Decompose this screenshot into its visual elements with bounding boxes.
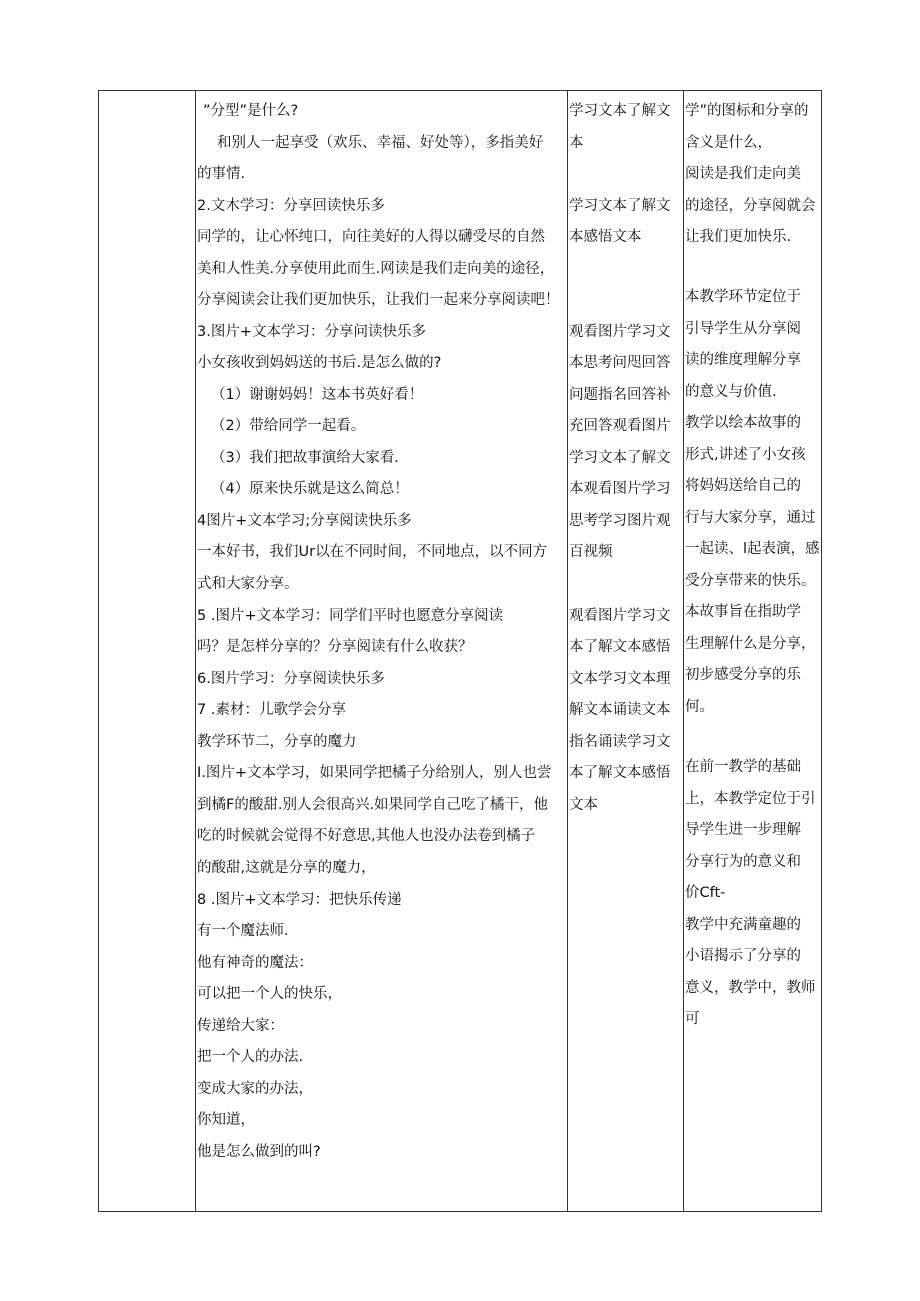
text-line: 本了解文本感悟	[569, 639, 671, 655]
text-line: 上，本教学定位于引	[685, 791, 816, 807]
text-line: 意义，教学中，教师	[685, 980, 816, 996]
text-line: 可	[685, 1011, 700, 1027]
text-line: 含义是什么，	[685, 135, 772, 151]
text-line: 让我们更加快乐.	[685, 229, 792, 245]
text-line: 把一个人的办法.	[197, 1049, 304, 1065]
text-line: 在前一教学的基础	[685, 759, 801, 775]
text-line: 初步感受分享的乐	[685, 667, 801, 683]
text-line: 同学的，让心怀纯口，向往美好的人得以礴受尽的自然	[197, 229, 545, 245]
text-line: 2.文木学习：分享回读快乐多	[197, 198, 385, 214]
text-line: 解文本诵读文本	[569, 702, 671, 718]
text-line: 行与大家分享，通过	[685, 510, 816, 526]
text-line: 6.图片学习：分享阅读快乐多	[197, 671, 385, 687]
text-line: 读的维度理解分享	[685, 352, 801, 368]
text-line: 小语揭示了分享的	[685, 948, 801, 964]
text-line: 价Cft-	[685, 885, 726, 901]
text-line: 问题指名回答补	[569, 387, 671, 403]
text-line: 的事情.	[197, 166, 246, 182]
text-line: 观看图片学习文	[569, 324, 671, 340]
text-line: 本观看图片学习	[569, 481, 671, 497]
text-line: 小女孩收到妈妈送的书后.是怎么做的?	[197, 355, 442, 371]
text-line: 本感悟文本	[569, 229, 642, 245]
text-line: 观看图片学习文	[569, 608, 671, 624]
text-line: 思考学习图片观	[569, 513, 671, 529]
text-line: 他是怎么做到的叫?	[197, 1144, 321, 1160]
text-line: 生理解什么是分享，	[685, 636, 816, 652]
text-line: 本教学环节定位于	[685, 289, 801, 305]
text-line: 的酸甜,这就是分享的魔力，	[197, 860, 376, 876]
text-line: 的意义与价值.	[685, 384, 777, 400]
text-line: 传递给大家：	[197, 1018, 284, 1034]
lesson-table	[98, 90, 822, 1212]
text-line: 充回答观看图片	[569, 418, 671, 434]
text-line: （3）我们把故事演给大家看.	[211, 450, 399, 466]
text-line: 百视频	[569, 544, 613, 560]
text-line: 有一个魔法师.	[197, 923, 289, 939]
text-line: 5 .图片+文本学习：同学们平时也愿意分享阅读	[197, 608, 504, 624]
text-line: 受分享带来的快乐。	[685, 573, 816, 589]
text-line: 吗？是怎样分享的？分享阅读有什么收获？	[197, 639, 473, 655]
text-line: 学”的图标和分享的	[685, 103, 809, 119]
text-line: 可以把一个人的快乐，	[197, 986, 342, 1002]
text-line: 引导学生从分享阅	[685, 321, 801, 337]
text-line: （4）原来快乐就是这么简总！	[211, 481, 409, 497]
text-line: 分享阅读会让我们更加快乐，让我们一起来分享阅读吧！	[197, 292, 560, 308]
text-line: 美和人性美.分享使用此而生.网读是我们走向美的途径，	[197, 261, 555, 277]
text-line: 学习文本了解文	[569, 198, 671, 214]
text-line: 本思考问咫回答	[569, 355, 671, 371]
text-line: 一本好书，我们Ur以在不同时间，不同地点，以不同方	[197, 544, 548, 560]
text-line: ”分型”是什么?	[203, 103, 299, 119]
text-line: （2）带给同学一起看。	[211, 418, 366, 434]
text-line: 本故事旨在指助学	[685, 604, 801, 620]
column-divider	[683, 91, 684, 1211]
text-line: 教学以绘本故事的	[685, 415, 801, 431]
text-line: 形式,讲述了小女孩	[685, 447, 806, 463]
text-line: 3.图片+文本学习：分享问读快乐多	[197, 324, 426, 340]
text-line: 吃的时候就会觉得不好意思,其他人也没办法卷到橘子	[197, 828, 536, 844]
text-line: 本	[569, 135, 584, 151]
text-line: 一起读、l起表演，感	[685, 541, 820, 557]
text-line: 式和大家分享。	[197, 576, 299, 592]
text-line: 变成大家的办法，	[197, 1081, 313, 1097]
text-line: 导学生进一步理解	[685, 822, 801, 838]
text-line: 文本学习文本理	[569, 671, 671, 687]
text-line: 到橘F的酸甜.别人会很高兴.如果同学自己吃了橘干，他	[197, 797, 549, 813]
text-line: 将妈妈送给自己的	[685, 478, 801, 494]
text-line: 指名诵读学习文	[569, 734, 671, 750]
text-line: 和别人一起享受（欢乐、幸福、好处等），多指美好	[217, 135, 544, 151]
text-line: 7 .素材：儿歌学会分享	[197, 702, 346, 718]
text-line: 的途径，分享阅就会	[685, 198, 816, 214]
text-line: 阅读是我们走向美	[685, 166, 801, 182]
text-line: 学习文本了解文	[569, 103, 671, 119]
text-line: 教学中充满童趣的	[685, 917, 801, 933]
column-divider	[195, 91, 196, 1211]
text-line: I.图片+文本学习，如果同学把橘子分给别人，别人也尝	[197, 765, 552, 781]
text-line: 你知道，	[197, 1112, 255, 1128]
column-divider	[567, 91, 568, 1211]
text-line: 文本	[569, 797, 598, 813]
text-line: 4图片+文本学习;分享阅读快乐多	[197, 513, 412, 529]
text-line: 分享行为的意义和	[685, 854, 801, 870]
text-line: （1）谢谢妈妈！这本书英好看！	[211, 387, 424, 403]
text-line: 教学环节二，分享的魔力	[197, 734, 357, 750]
text-line: 何。	[685, 699, 714, 715]
text-line: 8 .图片+文本学习：把快乐传递	[197, 892, 402, 908]
text-line: 学习文本了解文	[569, 450, 671, 466]
text-line: 本了解文本感悟	[569, 765, 671, 781]
text-line: 他有神奇的魔法：	[197, 955, 313, 971]
